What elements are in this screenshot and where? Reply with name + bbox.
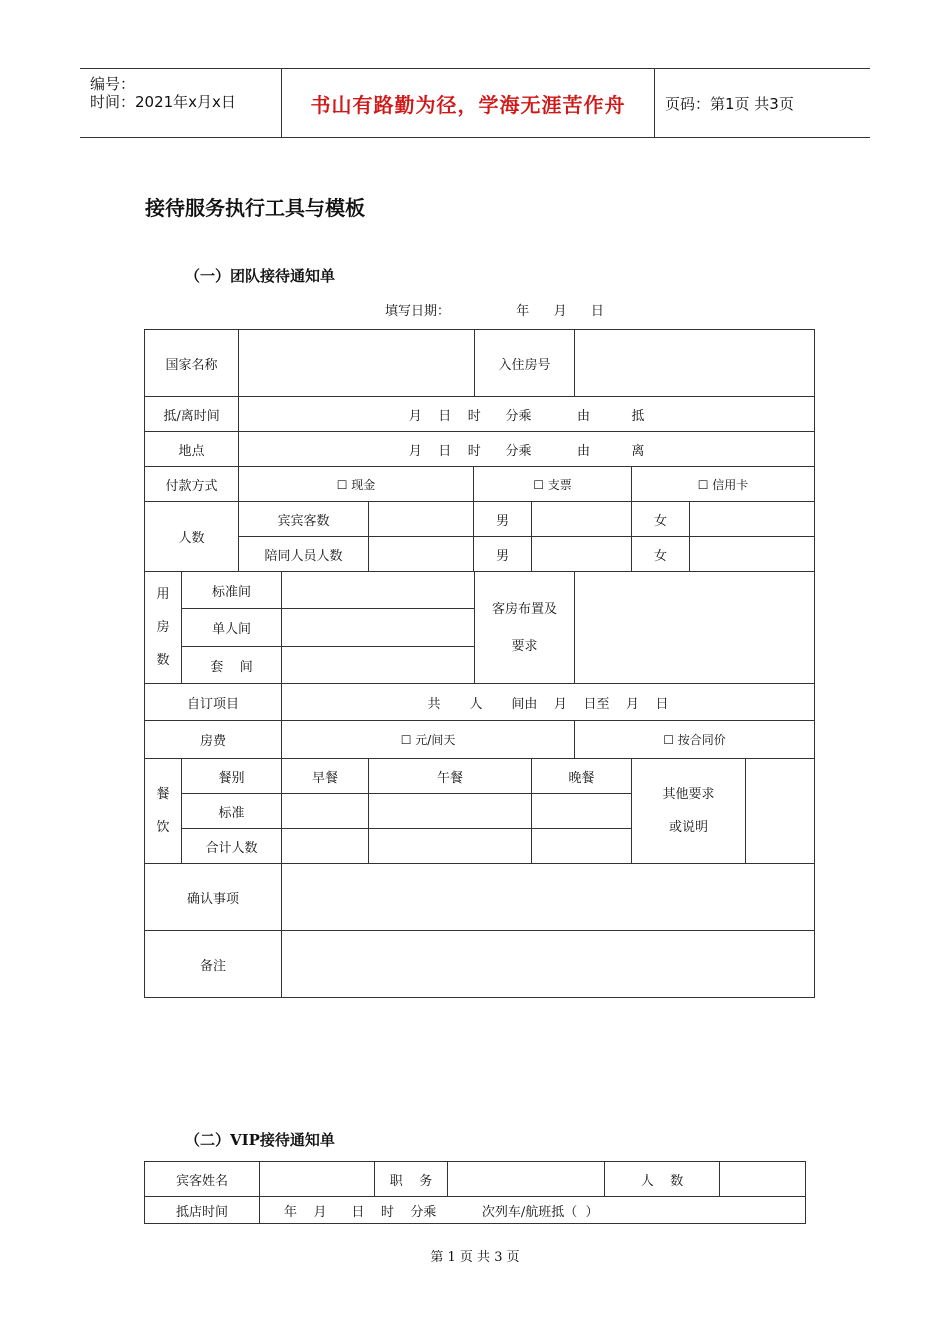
fill-date-label: 填写日期： — [385, 304, 451, 319]
departure-row[interactable]: 月 日 时 分乘 由 离 — [239, 432, 815, 467]
page-title: 接待服务执行工具与模板 — [145, 196, 365, 220]
payment-check-checkbox[interactable]: ☐ 支票 — [474, 467, 632, 502]
fill-date-year: 年 — [516, 304, 530, 319]
section2-title: （二）VIP接待通知单 — [185, 1131, 335, 1149]
vip-reception-form — [144, 1161, 806, 1224]
room-layout-label: 客房布置及 要求 — [475, 572, 575, 684]
room-single-field[interactable] — [282, 609, 475, 647]
guest-male-field[interactable] — [532, 502, 632, 537]
team-reception-form — [144, 329, 815, 998]
meal-lunch: 午餐 — [369, 759, 532, 794]
standard-dinner-field[interactable] — [532, 794, 632, 829]
header-meta-cell — [80, 69, 282, 137]
rooms-char-3: 数 — [156, 653, 170, 668]
escort-count-label: 陪同人员人数 — [239, 537, 369, 572]
document-header — [80, 68, 870, 138]
total-people-label: 合计人数 — [182, 829, 282, 864]
room-number-field[interactable] — [575, 330, 815, 397]
escort-count-field[interactable] — [369, 537, 474, 572]
vip-people-field[interactable] — [720, 1162, 806, 1197]
standard-label: 标准 — [182, 794, 282, 829]
guest-male-label: 男 — [474, 502, 532, 537]
dining-label — [145, 759, 182, 864]
guest-female-label: 女 — [632, 502, 690, 537]
rooms-label — [145, 572, 182, 684]
fill-date-month: 月 — [553, 304, 567, 319]
remarks-field[interactable] — [282, 931, 815, 998]
position-field[interactable] — [448, 1162, 605, 1197]
motto-text: 书山有路勤为径，学海无涯苦作舟 — [310, 92, 626, 117]
standard-lunch-field[interactable] — [369, 794, 532, 829]
rooms-char-1: 用 — [156, 587, 170, 602]
room-number-label: 入住房号 — [475, 330, 575, 397]
escort-male-field[interactable] — [532, 537, 632, 572]
escort-female-label: 女 — [632, 537, 690, 572]
time-label: 时间：2021年x月x日 — [90, 93, 236, 111]
remarks-label: 备注 — [145, 931, 282, 998]
escort-female-field[interactable] — [690, 537, 815, 572]
escort-male-label: 男 — [474, 537, 532, 572]
total-dinner-field[interactable] — [532, 829, 632, 864]
self-booking-label: 自订项目 — [145, 684, 282, 721]
guest-name-label: 宾客姓名 — [145, 1162, 260, 1197]
meal-dinner: 晚餐 — [532, 759, 632, 794]
people-label: 人数 — [145, 502, 239, 572]
payment-label: 付款方式 — [145, 467, 239, 502]
guest-female-field[interactable] — [690, 502, 815, 537]
section1-title: （一）团队接待通知单 — [185, 267, 336, 285]
room-type-suite: 套 间 — [182, 647, 282, 684]
total-lunch-field[interactable] — [369, 829, 532, 864]
dining-char-1: 餐 — [156, 787, 170, 802]
room-fee-per-night-checkbox[interactable]: ☐ 元/间天 — [282, 721, 575, 759]
location-label: 地点 — [145, 432, 239, 467]
fill-date — [385, 300, 604, 319]
arrive-time-label: 抵店时间 — [145, 1197, 260, 1224]
position-label: 职 务 — [375, 1162, 448, 1197]
standard-breakfast-field[interactable] — [282, 794, 369, 829]
rooms-char-2: 房 — [156, 620, 170, 635]
number-label: 编号： — [90, 75, 136, 93]
other-req-label: 其他要求 或说明 — [632, 759, 746, 864]
room-type-standard: 标准间 — [182, 572, 282, 609]
arrive-depart-label: 抵/离时间 — [145, 397, 239, 432]
header-motto-cell — [282, 69, 655, 137]
dining-char-2: 饮 — [156, 820, 170, 835]
payment-cash-checkbox[interactable]: ☐ 现金 — [239, 467, 474, 502]
meal-type-label: 餐别 — [182, 759, 282, 794]
other-req-field[interactable] — [746, 759, 815, 864]
payment-credit-checkbox[interactable]: ☐ 信用卡 — [632, 467, 815, 502]
page-footer: 第 1 页 共 3 页 — [430, 1250, 520, 1265]
room-standard-field[interactable] — [282, 572, 475, 609]
room-fee-contract-checkbox[interactable]: ☐ 按合同价 — [575, 721, 815, 759]
country-label: 国家名称 — [145, 330, 239, 397]
guest-count-label: 宾宾客数 — [239, 502, 369, 537]
guest-count-field[interactable] — [369, 502, 474, 537]
room-fee-label: 房费 — [145, 721, 282, 759]
room-layout-field[interactable] — [575, 572, 815, 684]
vip-people-label: 人 数 — [605, 1162, 720, 1197]
confirm-field[interactable] — [282, 864, 815, 931]
fill-date-day: 日 — [590, 304, 604, 319]
room-type-single: 单人间 — [182, 609, 282, 647]
room-suite-field[interactable] — [282, 647, 475, 684]
meal-breakfast: 早餐 — [282, 759, 369, 794]
country-field[interactable] — [239, 330, 475, 397]
arrive-time-row[interactable]: 年 月 日 时 分乘 次列车/航班抵（ ） — [260, 1197, 806, 1224]
arrival-row[interactable]: 月 日 时 分乘 由 抵 — [239, 397, 815, 432]
page-indicator: 页码：第1页 共3页 — [665, 94, 794, 113]
confirm-label: 确认事项 — [145, 864, 282, 931]
guest-name-field[interactable] — [260, 1162, 375, 1197]
total-breakfast-field[interactable] — [282, 829, 369, 864]
self-booking-row[interactable]: 共 人 间由 月 日至 月 日 — [282, 684, 815, 721]
